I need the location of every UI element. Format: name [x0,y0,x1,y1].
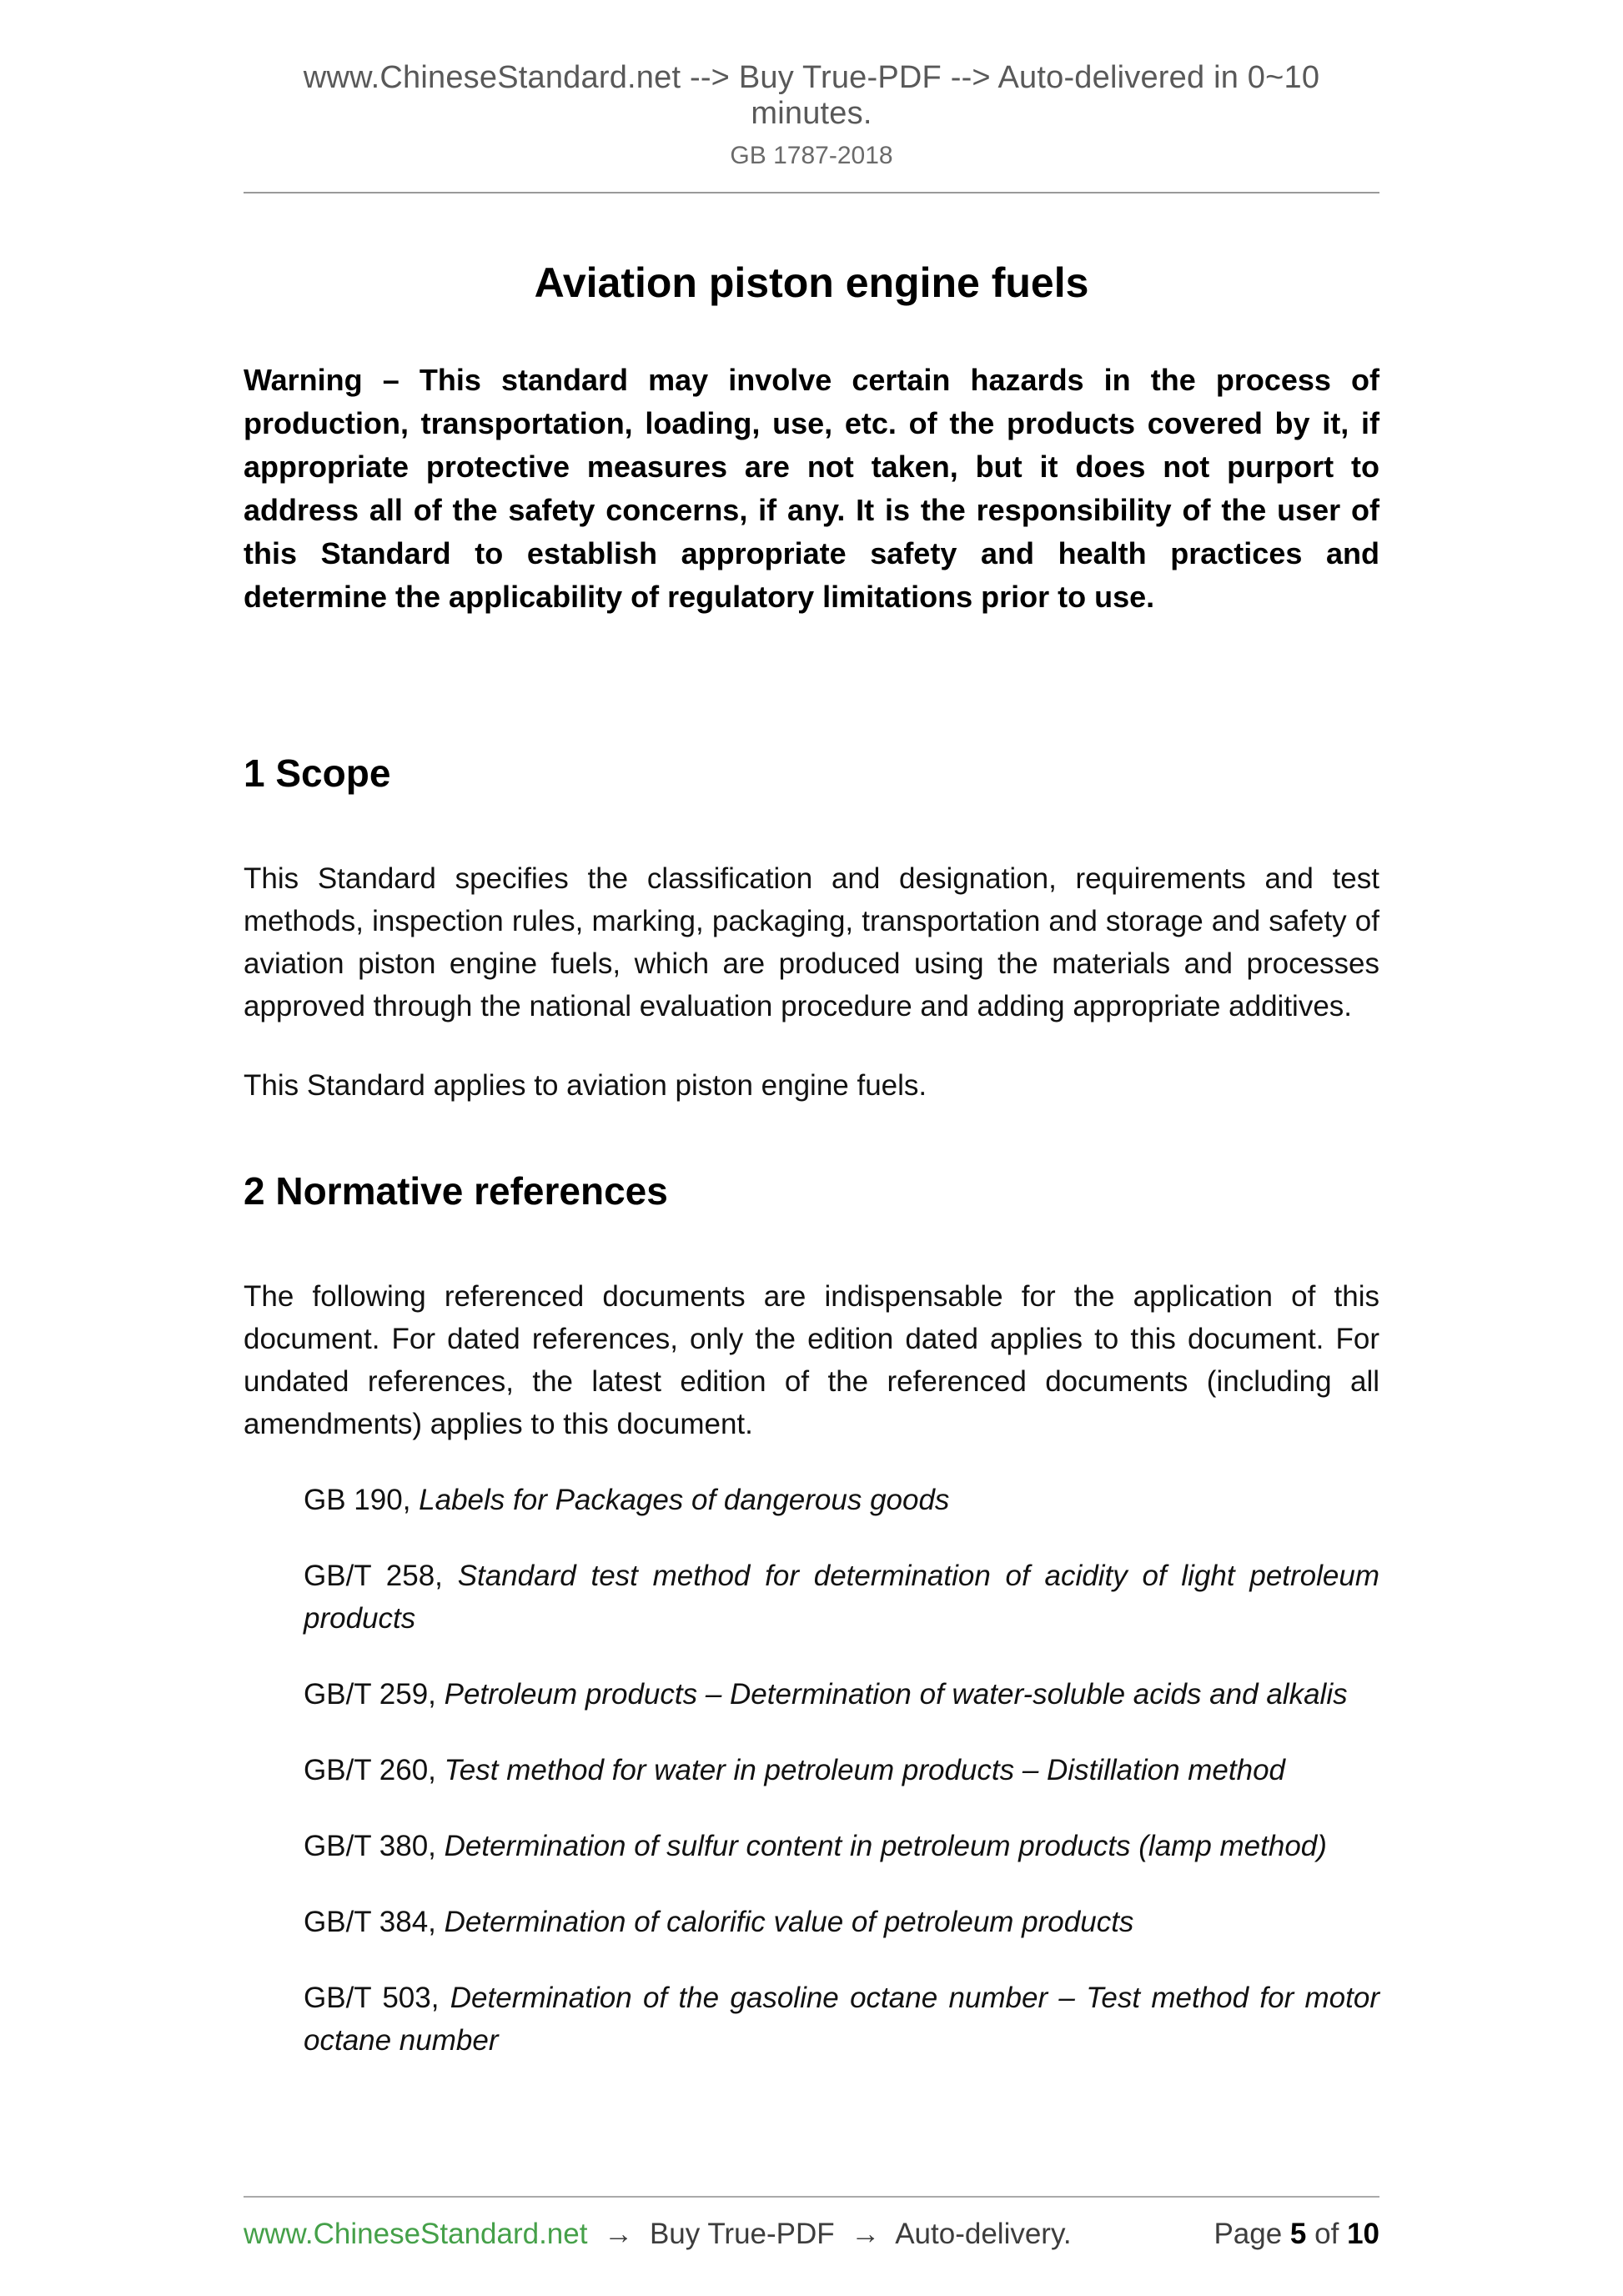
scope-paragraph-2: This Standard applies to aviation piston engine fuels. [244,1069,927,1102]
document-body [0,259,1623,2062]
arrow-icon: → [604,2218,634,2250]
reference-code: GB/T 384, [304,1906,436,1938]
reference-title: Test method for water in petroleum products – Distillation method [444,1754,1285,1786]
site-banner: www.ChineseStandard.net --> Buy True-PDF --> Auto-delivered in 0~10 minutes. [303,60,1320,131]
of-label: of [1314,2218,1339,2250]
reference-title: Standard test method for determination of acidity of light petroleum products [304,1560,1379,1635]
standard-code: GB 1787-2018 [730,142,893,169]
reference-title: Determination of sulfur content in petroleum products (lamp method) [444,1830,1327,1862]
reference-code: GB/T 259, [304,1678,436,1711]
site-link[interactable]: www.ChineseStandard.net [244,2218,588,2250]
footer-banner [244,2218,1072,2251]
page-header [0,0,1623,193]
reference-code: GB/T 260, [304,1754,436,1786]
page-total: 10 [1347,2218,1379,2250]
reference-item [304,1901,1379,1943]
reference-item [304,1825,1379,1867]
reference-code: GB/T 258, [304,1560,443,1592]
scope-paragraph-1: This Standard specifies the classification and designation, requirements and test methods, inspection rules, marking, packaging, transportation and storage and safety of aviation piston engine fuels, which are produced using the materials and processes approved through the national evaluation procedure and adding appropriate additives. [244,862,1379,1022]
normative-intro-paragraph: The following referenced documents are indispensable for the application of this document. For dated references, only the edition dated applies to this document. For undated references, the latest edition of the referenced documents (including all amendments) applies to this document. [244,1280,1379,1440]
footer-delivery-label: Auto-delivery. [895,2218,1072,2250]
arrow-icon: → [851,2218,881,2250]
section-heading-normative-references: 2 Normative references [244,1169,668,1213]
footer-divider [244,2196,1379,2198]
document-title: Aviation piston engine fuels [534,259,1089,306]
page-number: 5 [1289,2218,1307,2250]
reference-item [304,1749,1379,1791]
reference-item [304,1977,1379,2062]
footer-buy-label: Buy True-PDF [649,2218,835,2250]
page-label: Page [1213,2218,1283,2250]
reference-item [304,1555,1379,1640]
reference-item [304,1673,1379,1716]
reference-title: Determination of calorific value of petroleum products [444,1906,1134,1938]
section-heading-scope: 1 Scope [244,751,391,795]
page-indicator [1213,2218,1379,2251]
reference-code: GB/T 380, [304,1830,436,1862]
warning-paragraph: Warning – This standard may involve certain hazards in the process of production, transportation, loading, use, etc. of the products covered by it, if appropriate protective measures are not taken, but it does not purport to address all of the safety concerns, if any. It is the responsibility of the user of this Standard to establish appropriate safety and health practices and determine the applicability of regulatory limitations prior to use. [244,363,1379,614]
reference-title: Labels for Packages of dangerous goods [419,1484,950,1516]
reference-list [304,1479,1379,2062]
reference-code: GB/T 503, [304,1982,440,2014]
header-divider [244,192,1379,193]
reference-title: Petroleum products – Determination of water-soluble acids and alkalis [444,1678,1348,1711]
reference-title: Determination of the gasoline octane number – Test method for motor octane number [304,1982,1379,2057]
reference-code: GB 190, [304,1484,411,1516]
page-footer [244,2196,1379,2251]
reference-item [304,1479,1379,1521]
